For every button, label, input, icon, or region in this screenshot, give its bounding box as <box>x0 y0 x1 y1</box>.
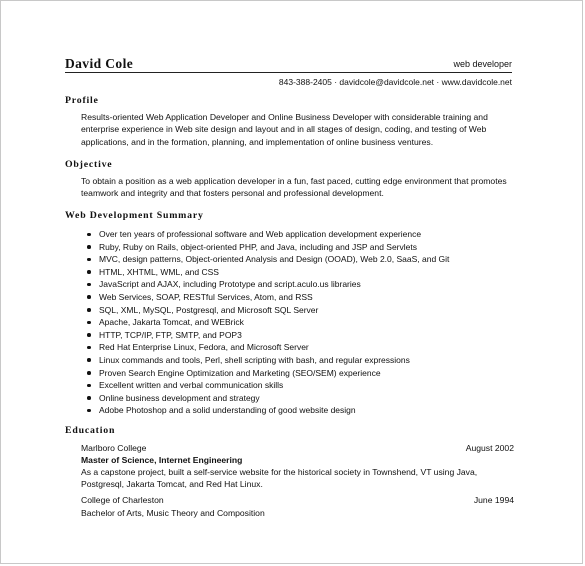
education-entry <box>81 442 514 454</box>
degree-title: Master of Science, Internet Engineering <box>81 455 243 465</box>
education-entry <box>81 494 514 506</box>
list-item: Excellent written and verbal communication skills <box>99 379 449 392</box>
list-item: Adobe Photoshop and a solid understanding of good website design <box>99 404 449 417</box>
job-title: web developer <box>453 59 512 69</box>
profile-text: Results-oriented Web Application Developer and Online Business Developer with considerable training and enterprise experience in Web site design and layout and in all stages of design, coding, and testing of Web applications, and in the formation, planning, and implementation of online business ventures. <box>81 112 488 147</box>
list-item: JavaScript and AJAX, including Prototype and script.aculo.us libraries <box>99 278 449 291</box>
list-item: Red Hat Enterprise Linux, Fedora, and Microsoft Server <box>99 341 449 354</box>
graduation-date: June 1994 <box>473 495 514 505</box>
list-item: Over ten years of professional software and Web application development experience <box>99 228 449 241</box>
contact-info: 843-388-2405 · davidcole@davidcole.net · www.davidcole.net <box>278 77 512 87</box>
graduation-date: August 2002 <box>465 443 514 453</box>
list-item: Ruby, Ruby on Rails, object-oriented PHP, and Java, including and JSP and Servlets <box>99 241 449 254</box>
degree-description: As a capstone project, built a self-service website for the historical society in Townshend, VT using Java, Postgresql, Jakarta Tomcat, and Red Hat Linux. <box>81 467 478 490</box>
list-item: Proven Search Engine Optimization and Marketing (SEO/SEM) experience <box>99 367 449 380</box>
list-item: Online business development and strategy <box>99 392 449 405</box>
school-name: College of Charleston <box>81 495 164 505</box>
header-divider <box>65 72 512 73</box>
skills-list <box>99 228 449 417</box>
list-item: MVC, design patterns, Object-oriented Analysis and Design (OOAD), Web 2.0, SaaS, and Git <box>99 254 450 265</box>
profile-heading: Profile <box>65 95 99 106</box>
resume-name: David Cole <box>65 56 134 71</box>
list-item: HTML, XHTML, WML, and CSS <box>99 266 449 279</box>
list-item: HTTP, TCP/IP, FTP, SMTP, and POP3 <box>99 329 449 342</box>
list-item: SQL, XML, MySQL, Postgresql, and Microsoft SQL Server <box>99 304 449 317</box>
objective-text: To obtain a position as a web application developer in a fun, fast paced, cutting edge environment that promotes teamwork and integrity and that fosters personal and professional development. <box>81 176 507 199</box>
objective-heading: Objective <box>65 159 113 170</box>
summary-heading: Web Development Summary <box>65 210 204 221</box>
list-item: Web Services, SOAP, RESTful Services, Atom, and RSS <box>99 291 449 304</box>
list-item: Apache, Jakarta Tomcat, and WEBrick <box>99 316 449 329</box>
education-heading: Education <box>65 425 116 436</box>
school-name: Marlboro College <box>81 443 147 453</box>
list-item: Linux commands and tools, Perl, shell scripting with bash, and regular expressions <box>99 354 449 367</box>
degree-title: Bachelor of Arts, Music Theory and Composition <box>81 508 265 518</box>
